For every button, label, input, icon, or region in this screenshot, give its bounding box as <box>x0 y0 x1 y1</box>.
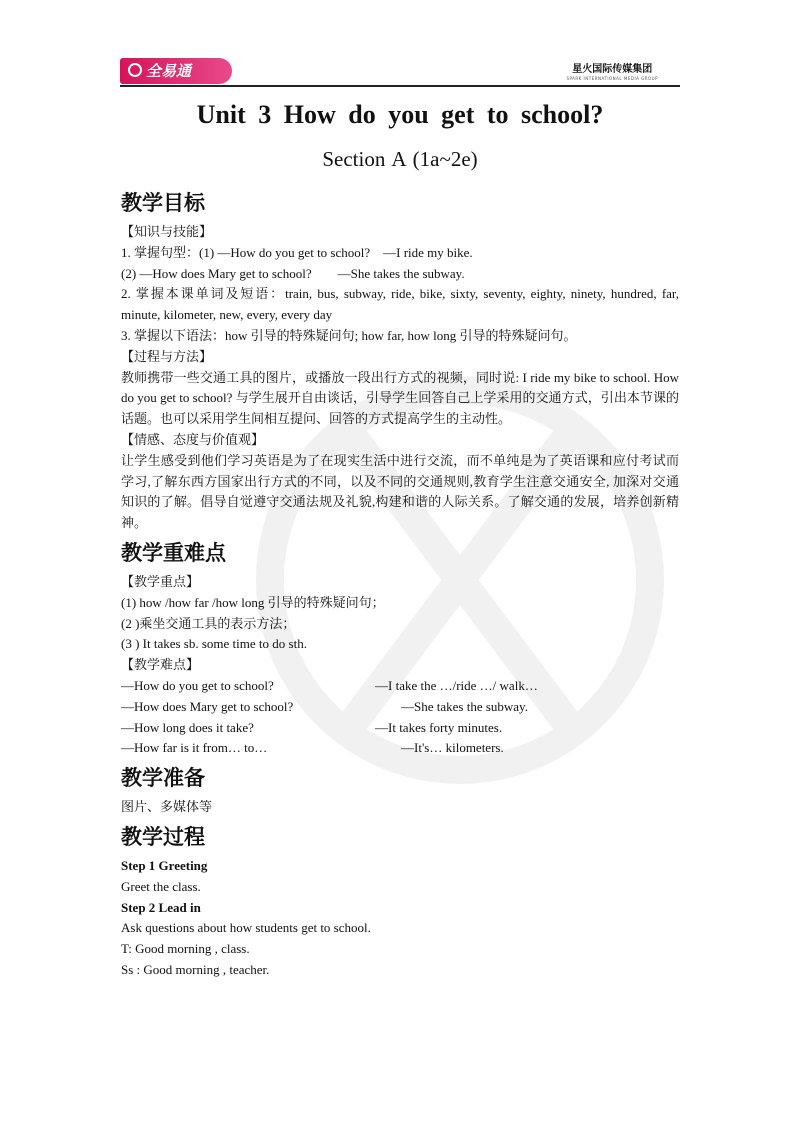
dialog-row <box>121 697 679 718</box>
text-line: (2 )乘坐交通工具的表示方法； <box>121 615 296 631</box>
text-line: 图片、多媒体等 <box>121 799 213 815</box>
text-line: Greet the class. <box>121 878 201 894</box>
section-heading-process: 教学过程 <box>121 824 205 849</box>
label-knowledge: 【知识与技能】 <box>121 224 213 239</box>
text-line: 3. 掌握以下语法：how 引导的特殊疑问句; how far, how long 引导的特殊疑问句。 <box>121 327 577 343</box>
step-title: Step 1 Greeting <box>121 857 208 873</box>
logo-text: 全易通 <box>146 62 192 80</box>
section-heading-objectives: 教学目标 <box>121 191 205 215</box>
page-title: Unit 3 How do you get to school? <box>196 100 604 129</box>
text-paragraph: 2. 掌握本课单词及短语：train, bus, subway, ride, bike, sixty, seventy, eighty, ninety, hundred, far, minute, kilometer, new, every, every day <box>121 286 679 323</box>
brand-block <box>566 60 658 81</box>
text-line: Ss : Good morning , teacher. <box>121 961 270 977</box>
label-emotion: 【情感、态度与价值观】 <box>121 431 265 447</box>
page-subtitle: Section A (1a~2e) <box>322 147 478 171</box>
dialog-answer: —I take the …/ride …/ walk… <box>375 677 538 693</box>
document-body <box>121 188 679 981</box>
dialog-question: —How long does it take? <box>121 719 254 735</box>
text-line: T: Good morning , class. <box>121 941 250 957</box>
page-header <box>120 56 680 88</box>
label-process-method: 【过程与方法】 <box>121 348 213 364</box>
text-paragraph: 教师携带一些交通工具的图片，或播放一段出行方式的视频，同时说: I ride my bike to school. How do you get to school? 与学生展开自由谈话，引导学生回答自己上学采用的交通方式，引出本节课的话题。也可以采用学生间相互提问、回答的方式提高学生的主动性。 <box>121 369 679 427</box>
text-line: 1. 掌握句型：(1) —How do you get to school? —I ride my bike. <box>121 244 473 260</box>
dialog-row <box>121 718 679 739</box>
header-rule <box>120 85 680 87</box>
dialog-answer: —It's… kilometers. <box>375 740 504 756</box>
dialog-row <box>121 676 679 697</box>
label-difficult: 【教学难点】 <box>121 657 200 673</box>
text-line: (1) how /how far /how long 引导的特殊疑问句； <box>121 594 385 610</box>
text-line: (3 ) It takes sb. some time to do sth. <box>121 636 307 652</box>
dialog-question: —How does Mary get to school? <box>121 698 294 714</box>
label-focus: 【教学重点】 <box>121 573 200 589</box>
section-heading-key-points: 教学重难点 <box>121 540 226 565</box>
dialog-row <box>121 738 679 759</box>
text-line: (2) —How does Mary get to school? —She takes the subway. <box>121 265 465 281</box>
step-title: Step 2 Lead in <box>121 899 201 915</box>
dialog-question: —How do you get to school? <box>121 677 274 693</box>
dialog-answer: —It takes forty minutes. <box>375 719 503 735</box>
brand-name: 星火国际传媒集团 <box>572 64 653 75</box>
dialog-answer: —She takes the subway. <box>375 698 528 714</box>
dialog-question: —How far is it from… to… <box>121 740 268 756</box>
logo-mark-icon <box>128 63 142 77</box>
text-line: Ask questions about how students get to school. <box>121 920 371 936</box>
section-heading-preparation: 教学准备 <box>121 766 205 791</box>
brand-subtitle: SPARK INTERNATIONAL MEDIA GROUP <box>566 76 658 81</box>
publisher-logo <box>120 58 232 84</box>
text-paragraph: 让学生感受到他们学习英语是为了在现实生活中进行交流，而不单纯是为了英语课和应付考试而学习,了解东西方国家出行方式的不同，以及不同的交通规则,教育学生注意交通安全, 加深对交通知识的了解。倡导自觉遵守交通法规及礼貌,构建和谐的人际关系。了解交通的发展，培养创新精神。 <box>121 452 679 531</box>
